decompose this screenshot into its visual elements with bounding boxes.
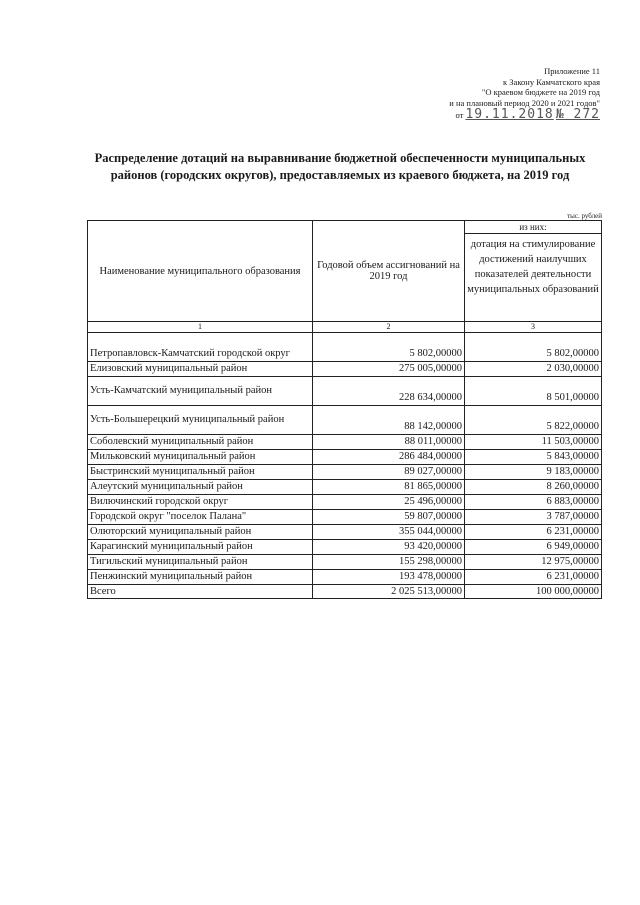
- handwritten-date: 19.11.2018: [465, 107, 554, 122]
- header-of-which: из них:: [465, 221, 602, 234]
- table-row: [88, 362, 602, 377]
- header-subsidy: дотация на стимулирование достижений наилучших показателей деятельности муниципальных образований: [465, 234, 602, 322]
- row-volume: 155 298,00000: [313, 555, 465, 570]
- table-row: [88, 540, 602, 555]
- column-index: 2: [313, 322, 465, 333]
- units-label: тыс. рублей: [567, 212, 602, 220]
- row-volume: 93 420,00000: [313, 540, 465, 555]
- table-row: [88, 406, 602, 435]
- table-row: [88, 510, 602, 525]
- total-label: Всего: [88, 585, 313, 599]
- row-volume: 59 807,00000: [313, 510, 465, 525]
- table-row: [88, 450, 602, 465]
- row-name: Вилючинский городской округ: [88, 495, 313, 510]
- table-row: [88, 333, 602, 362]
- table-row: [88, 495, 602, 510]
- row-subsidy: 6 231,00000: [465, 570, 602, 585]
- row-subsidy: 8 260,00000: [465, 480, 602, 495]
- row-subsidy: 2 030,00000: [465, 362, 602, 377]
- row-name: Петропавловск-Камчатский городской округ: [88, 333, 313, 362]
- appendix-line: "О краевом бюджете на 2019 год: [481, 87, 600, 97]
- row-volume: 89 027,00000: [313, 465, 465, 480]
- row-volume: 228 634,00000: [313, 377, 465, 406]
- row-name: Городской округ "поселок Палана": [88, 510, 313, 525]
- appendix-date-row: [360, 107, 600, 122]
- column-index: 3: [465, 322, 602, 333]
- header-name: Наименование муниципального образования: [88, 221, 313, 322]
- row-volume: 275 005,00000: [313, 362, 465, 377]
- table-row: [88, 570, 602, 585]
- header-volume: Годовой объем ассигнований на 2019 год: [313, 221, 465, 322]
- row-name: Соболевский муниципальный район: [88, 435, 313, 450]
- row-volume: 81 865,00000: [313, 480, 465, 495]
- row-subsidy: 8 501,00000: [465, 377, 602, 406]
- appendix-line: к Закону Камчатского края: [503, 76, 600, 87]
- column-index: 1: [88, 322, 313, 333]
- date-prefix: от: [455, 110, 464, 120]
- table-row: [88, 555, 602, 570]
- total-volume: 2 025 513,00000: [313, 585, 465, 599]
- header-row: [88, 221, 602, 234]
- row-name: Быстринский муниципальный район: [88, 465, 313, 480]
- total-subsidy: 100 000,00000: [465, 585, 602, 599]
- row-name: Пенжинский муниципальный район: [88, 570, 313, 585]
- total-row: [88, 585, 602, 599]
- row-volume: 193 478,00000: [313, 570, 465, 585]
- row-volume: 25 496,00000: [313, 495, 465, 510]
- appendix-line: Приложение 11: [544, 66, 600, 76]
- row-subsidy: 6 949,00000: [465, 540, 602, 555]
- row-subsidy: 5 822,00000: [465, 406, 602, 435]
- row-volume: 5 802,00000: [313, 333, 465, 362]
- document-title: [80, 150, 600, 184]
- row-subsidy: 11 503,00000: [465, 435, 602, 450]
- table-row: [88, 377, 602, 406]
- row-subsidy: 5 802,00000: [465, 333, 602, 362]
- handwritten-number: № 272: [555, 107, 600, 122]
- row-volume: 88 011,00000: [313, 435, 465, 450]
- row-subsidy: 5 843,00000: [465, 450, 602, 465]
- row-subsidy: 3 787,00000: [465, 510, 602, 525]
- column-index-row: [88, 322, 602, 333]
- table-row: [88, 435, 602, 450]
- row-volume: 88 142,00000: [313, 406, 465, 435]
- subsidy-table: [87, 220, 602, 599]
- appendix-block: [360, 66, 600, 121]
- row-name: Усть-Большерецкий муниципальный район: [88, 406, 313, 435]
- row-name: Олюторский муниципальный район: [88, 525, 313, 540]
- table-row: [88, 480, 602, 495]
- row-name: Усть-Камчатский муниципальный район: [88, 377, 313, 406]
- table-row: [88, 525, 602, 540]
- row-name: Тигильский муниципальный район: [88, 555, 313, 570]
- row-subsidy: 12 975,00000: [465, 555, 602, 570]
- appendix-line: и на плановый период 2020 и 2021 годов": [449, 97, 600, 108]
- row-volume: 355 044,00000: [313, 525, 465, 540]
- row-subsidy: 9 183,00000: [465, 465, 602, 480]
- row-subsidy: 6 231,00000: [465, 525, 602, 540]
- title-line-1: Распределение дотаций на выравнивание бюджетной обеспеченности муниципальных: [94, 151, 586, 165]
- row-name: Елизовский муниципальный район: [88, 362, 313, 377]
- title-line-2: районов (городских округов), предоставляемых из краевого бюджета, на 2019 год: [110, 168, 570, 182]
- table-row: [88, 465, 602, 480]
- row-name: Алеутский муниципальный район: [88, 480, 313, 495]
- row-subsidy: 6 883,00000: [465, 495, 602, 510]
- row-name: Карагинский муниципальный район: [88, 540, 313, 555]
- row-name: Мильковский муниципальный район: [88, 450, 313, 465]
- row-volume: 286 484,00000: [313, 450, 465, 465]
